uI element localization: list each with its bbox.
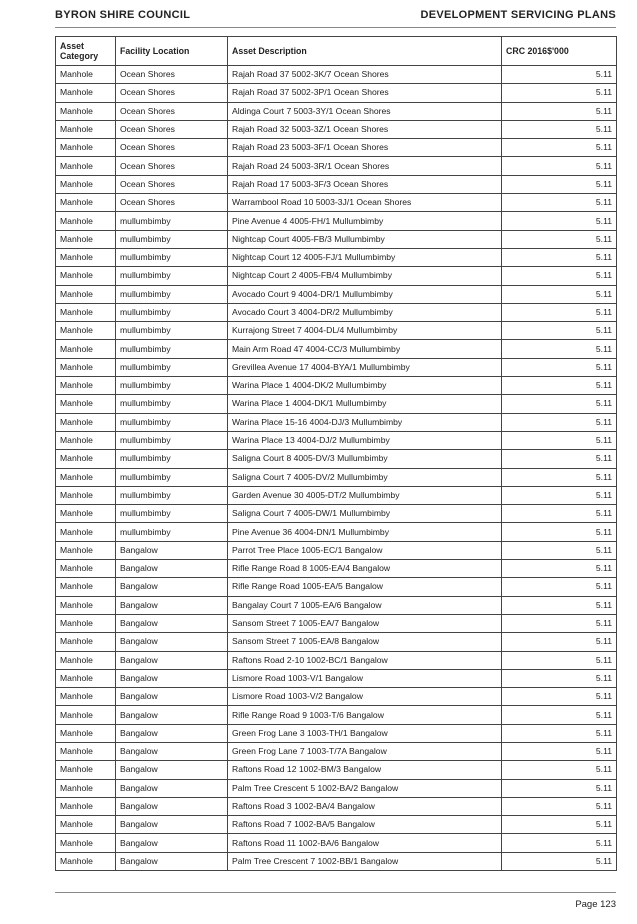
cell-facility-location: mullumbimby — [116, 248, 228, 266]
cell-facility-location: mullumbimby — [116, 413, 228, 431]
cell-asset-description: Raftons Road 12 1002-BM/3 Bangalow — [228, 761, 502, 779]
table-row — [56, 157, 617, 175]
cell-asset-category: Manhole — [56, 212, 116, 230]
cell-asset-description: Kurrajong Street 7 4004-DL/4 Mullumbimby — [228, 322, 502, 340]
cell-facility-location: mullumbimby — [116, 285, 228, 303]
cell-asset-category: Manhole — [56, 230, 116, 248]
footer-divider — [55, 892, 616, 893]
cell-facility-location: Ocean Shores — [116, 194, 228, 212]
table-row — [56, 66, 617, 84]
cell-facility-location: mullumbimby — [116, 230, 228, 248]
cell-crc-value: 5.11 — [502, 779, 617, 797]
table-row — [56, 230, 617, 248]
cell-crc-value: 5.11 — [502, 377, 617, 395]
cell-asset-description: Sansom Street 7 1005-EA/7 Bangalow — [228, 614, 502, 632]
cell-crc-value: 5.11 — [502, 742, 617, 760]
cell-asset-category: Manhole — [56, 724, 116, 742]
council-name: BYRON SHIRE COUNCIL — [55, 9, 191, 21]
cell-facility-location: Bangalow — [116, 614, 228, 632]
cell-facility-location: mullumbimby — [116, 486, 228, 504]
table-row — [56, 486, 617, 504]
table-row — [56, 578, 617, 596]
cell-facility-location: mullumbimby — [116, 267, 228, 285]
table-row — [56, 267, 617, 285]
cell-asset-description: Grevillea Avenue 17 4004-BYA/1 Mullumbimby — [228, 358, 502, 376]
cell-asset-category: Manhole — [56, 742, 116, 760]
table-row — [56, 651, 617, 669]
table-body — [56, 66, 617, 871]
table-row — [56, 505, 617, 523]
cell-crc-value: 5.11 — [502, 797, 617, 815]
cell-asset-description: Lismore Road 1003-V/2 Bangalow — [228, 688, 502, 706]
cell-crc-value: 5.11 — [502, 486, 617, 504]
cell-crc-value: 5.11 — [502, 413, 617, 431]
cell-asset-category: Manhole — [56, 816, 116, 834]
cell-asset-description: Palm Tree Crescent 5 1002-BA/2 Bangalow — [228, 779, 502, 797]
cell-facility-location: mullumbimby — [116, 431, 228, 449]
cell-asset-category: Manhole — [56, 486, 116, 504]
cell-asset-category: Manhole — [56, 303, 116, 321]
cell-asset-category: Manhole — [56, 102, 116, 120]
cell-crc-value: 5.11 — [502, 194, 617, 212]
cell-facility-location: Ocean Shores — [116, 175, 228, 193]
table-row — [56, 194, 617, 212]
table-row — [56, 431, 617, 449]
cell-asset-category: Manhole — [56, 340, 116, 358]
cell-facility-location: Bangalow — [116, 578, 228, 596]
cell-asset-description: Nightcap Court 2 4005-FB/4 Mullumbimby — [228, 267, 502, 285]
cell-asset-description: Rajah Road 24 5003-3R/1 Ocean Shores — [228, 157, 502, 175]
table-row — [56, 175, 617, 193]
table-row — [56, 560, 617, 578]
cell-asset-category: Manhole — [56, 523, 116, 541]
table-row — [56, 816, 617, 834]
cell-asset-description: Raftons Road 2-10 1002-BC/1 Bangalow — [228, 651, 502, 669]
cell-facility-location: mullumbimby — [116, 358, 228, 376]
cell-crc-value: 5.11 — [502, 267, 617, 285]
column-header-crc: CRC 2016$'000 — [502, 37, 617, 66]
cell-asset-category: Manhole — [56, 157, 116, 175]
cell-asset-description: Sansom Street 7 1005-EA/8 Bangalow — [228, 633, 502, 651]
cell-crc-value: 5.11 — [502, 706, 617, 724]
table-row — [56, 779, 617, 797]
table-row — [56, 413, 617, 431]
cell-crc-value: 5.11 — [502, 230, 617, 248]
cell-asset-category: Manhole — [56, 633, 116, 651]
cell-asset-description: Warina Place 13 4004-DJ/2 Mullumbimby — [228, 431, 502, 449]
table-row — [56, 377, 617, 395]
table-row — [56, 322, 617, 340]
table-row — [56, 834, 617, 852]
header-divider — [55, 27, 616, 28]
cell-facility-location: Bangalow — [116, 834, 228, 852]
table-row — [56, 541, 617, 559]
cell-facility-location: Bangalow — [116, 688, 228, 706]
cell-asset-category: Manhole — [56, 450, 116, 468]
cell-facility-location: Bangalow — [116, 596, 228, 614]
table-row — [56, 358, 617, 376]
table-row — [56, 724, 617, 742]
cell-facility-location: Ocean Shores — [116, 102, 228, 120]
cell-asset-description: Rifle Range Road 8 1005-EA/4 Bangalow — [228, 560, 502, 578]
cell-crc-value: 5.11 — [502, 66, 617, 84]
table-row — [56, 669, 617, 687]
cell-crc-value: 5.11 — [502, 340, 617, 358]
cell-asset-category: Manhole — [56, 706, 116, 724]
cell-asset-description: Green Frog Lane 7 1003-T/7A Bangalow — [228, 742, 502, 760]
cell-facility-location: mullumbimby — [116, 395, 228, 413]
cell-asset-category: Manhole — [56, 651, 116, 669]
cell-crc-value: 5.11 — [502, 84, 617, 102]
cell-facility-location: mullumbimby — [116, 303, 228, 321]
cell-crc-value: 5.11 — [502, 614, 617, 632]
cell-asset-description: Pine Avenue 36 4004-DN/1 Mullumbimby — [228, 523, 502, 541]
cell-crc-value: 5.11 — [502, 505, 617, 523]
cell-facility-location: mullumbimby — [116, 377, 228, 395]
cell-crc-value: 5.11 — [502, 322, 617, 340]
cell-crc-value: 5.11 — [502, 303, 617, 321]
cell-crc-value: 5.11 — [502, 560, 617, 578]
cell-facility-location: mullumbimby — [116, 450, 228, 468]
cell-asset-category: Manhole — [56, 431, 116, 449]
cell-asset-description: Rajah Road 37 5002-3K/7 Ocean Shores — [228, 66, 502, 84]
table-row — [56, 395, 617, 413]
table-row — [56, 523, 617, 541]
cell-asset-description: Warina Place 1 4004-DK/2 Mullumbimby — [228, 377, 502, 395]
cell-asset-description: Avocado Court 3 4004-DR/2 Mullumbimby — [228, 303, 502, 321]
column-header-facility-location: Facility Location — [116, 37, 228, 66]
cell-crc-value: 5.11 — [502, 248, 617, 266]
cell-asset-category: Manhole — [56, 834, 116, 852]
cell-asset-category: Manhole — [56, 596, 116, 614]
cell-crc-value: 5.11 — [502, 724, 617, 742]
cell-asset-category: Manhole — [56, 395, 116, 413]
cell-crc-value: 5.11 — [502, 596, 617, 614]
cell-facility-location: Bangalow — [116, 797, 228, 815]
table-row — [56, 248, 617, 266]
cell-crc-value: 5.11 — [502, 761, 617, 779]
cell-asset-category: Manhole — [56, 578, 116, 596]
cell-crc-value: 5.11 — [502, 102, 617, 120]
cell-asset-category: Manhole — [56, 322, 116, 340]
cell-asset-description: Rajah Road 32 5003-3Z/1 Ocean Shores — [228, 120, 502, 138]
cell-asset-description: Parrot Tree Place 1005-EC/1 Bangalow — [228, 541, 502, 559]
table-row — [56, 742, 617, 760]
cell-asset-category: Manhole — [56, 852, 116, 870]
table-row — [56, 303, 617, 321]
cell-crc-value: 5.11 — [502, 468, 617, 486]
cell-asset-category: Manhole — [56, 560, 116, 578]
cell-asset-category: Manhole — [56, 175, 116, 193]
cell-asset-description: Rajah Road 37 5002-3P/1 Ocean Shores — [228, 84, 502, 102]
table-row — [56, 706, 617, 724]
cell-crc-value: 5.11 — [502, 688, 617, 706]
table-row — [56, 852, 617, 870]
cell-asset-description: Green Frog Lane 3 1003-TH/1 Bangalow — [228, 724, 502, 742]
cell-crc-value: 5.11 — [502, 651, 617, 669]
table-row — [56, 450, 617, 468]
cell-asset-description: Raftons Road 7 1002-BA/5 Bangalow — [228, 816, 502, 834]
table-row — [56, 761, 617, 779]
cell-facility-location: Ocean Shores — [116, 157, 228, 175]
cell-crc-value: 5.11 — [502, 395, 617, 413]
cell-asset-category: Manhole — [56, 468, 116, 486]
cell-facility-location: mullumbimby — [116, 322, 228, 340]
cell-asset-description: Saligna Court 7 4005-DV/2 Mullumbimby — [228, 468, 502, 486]
cell-asset-description: Warrambool Road 10 5003-3J/1 Ocean Shores — [228, 194, 502, 212]
cell-facility-location: Ocean Shores — [116, 66, 228, 84]
cell-crc-value: 5.11 — [502, 175, 617, 193]
cell-facility-location: Bangalow — [116, 816, 228, 834]
cell-asset-category: Manhole — [56, 614, 116, 632]
cell-asset-description: Main Arm Road 47 4004-CC/3 Mullumbimby — [228, 340, 502, 358]
table-row — [56, 102, 617, 120]
cell-asset-description: Lismore Road 1003-V/1 Bangalow — [228, 669, 502, 687]
cell-facility-location: Bangalow — [116, 779, 228, 797]
cell-crc-value: 5.11 — [502, 212, 617, 230]
cell-facility-location: Bangalow — [116, 633, 228, 651]
table-row — [56, 120, 617, 138]
cell-asset-description: Nightcap Court 4005-FB/3 Mullumbimby — [228, 230, 502, 248]
cell-crc-value: 5.11 — [502, 541, 617, 559]
table-row — [56, 139, 617, 157]
table-row — [56, 596, 617, 614]
cell-facility-location: Bangalow — [116, 852, 228, 870]
cell-asset-description: Raftons Road 11 1002-BA/6 Bangalow — [228, 834, 502, 852]
cell-facility-location: mullumbimby — [116, 505, 228, 523]
cell-crc-value: 5.11 — [502, 431, 617, 449]
cell-asset-category: Manhole — [56, 413, 116, 431]
cell-asset-category: Manhole — [56, 194, 116, 212]
cell-asset-description: Raftons Road 3 1002-BA/4 Bangalow — [228, 797, 502, 815]
cell-crc-value: 5.11 — [502, 523, 617, 541]
cell-facility-location: Bangalow — [116, 724, 228, 742]
cell-facility-location: Bangalow — [116, 560, 228, 578]
table-row — [56, 614, 617, 632]
cell-facility-location: Ocean Shores — [116, 139, 228, 157]
cell-facility-location: Ocean Shores — [116, 84, 228, 102]
table-row — [56, 797, 617, 815]
cell-asset-description: Rifle Range Road 9 1003-T/6 Bangalow — [228, 706, 502, 724]
cell-crc-value: 5.11 — [502, 450, 617, 468]
cell-asset-description: Rajah Road 17 5003-3F/3 Ocean Shores — [228, 175, 502, 193]
cell-facility-location: mullumbimby — [116, 212, 228, 230]
cell-asset-category: Manhole — [56, 84, 116, 102]
table-row — [56, 212, 617, 230]
cell-asset-category: Manhole — [56, 377, 116, 395]
cell-crc-value: 5.11 — [502, 578, 617, 596]
cell-asset-description: Warina Place 15-16 4004-DJ/3 Mullumbimby — [228, 413, 502, 431]
cell-facility-location: Bangalow — [116, 669, 228, 687]
table-row — [56, 285, 617, 303]
cell-asset-category: Manhole — [56, 761, 116, 779]
document-title: DEVELOPMENT SERVICING PLANS — [420, 9, 616, 21]
cell-asset-category: Manhole — [56, 285, 116, 303]
cell-facility-location: mullumbimby — [116, 340, 228, 358]
cell-facility-location: Ocean Shores — [116, 120, 228, 138]
column-header-asset-category: Asset Category — [56, 37, 116, 66]
cell-asset-description: Aldinga Court 7 5003-3Y/1 Ocean Shores — [228, 102, 502, 120]
cell-crc-value: 5.11 — [502, 834, 617, 852]
cell-facility-location: Bangalow — [116, 541, 228, 559]
cell-asset-category: Manhole — [56, 120, 116, 138]
cell-asset-description: Garden Avenue 30 4005-DT/2 Mullumbimby — [228, 486, 502, 504]
cell-asset-description: Pine Avenue 4 4005-FH/1 Mullumbimby — [228, 212, 502, 230]
cell-asset-description: Palm Tree Crescent 7 1002-BB/1 Bangalow — [228, 852, 502, 870]
page-number: Page 123 — [575, 899, 616, 910]
cell-facility-location: Bangalow — [116, 742, 228, 760]
cell-asset-description: Warina Place 1 4004-DK/1 Mullumbimby — [228, 395, 502, 413]
cell-facility-location: Bangalow — [116, 761, 228, 779]
cell-asset-description: Nightcap Court 12 4005-FJ/1 Mullumbimby — [228, 248, 502, 266]
cell-crc-value: 5.11 — [502, 157, 617, 175]
cell-asset-category: Manhole — [56, 797, 116, 815]
cell-asset-description: Rifle Range Road 1005-EA/5 Bangalow — [228, 578, 502, 596]
cell-facility-location: mullumbimby — [116, 523, 228, 541]
cell-asset-category: Manhole — [56, 66, 116, 84]
cell-crc-value: 5.11 — [502, 285, 617, 303]
table-row — [56, 340, 617, 358]
table-row — [56, 84, 617, 102]
cell-facility-location: Bangalow — [116, 651, 228, 669]
table-row — [56, 688, 617, 706]
cell-asset-category: Manhole — [56, 541, 116, 559]
cell-asset-category: Manhole — [56, 505, 116, 523]
cell-crc-value: 5.11 — [502, 358, 617, 376]
cell-asset-category: Manhole — [56, 267, 116, 285]
cell-asset-category: Manhole — [56, 139, 116, 157]
cell-asset-category: Manhole — [56, 248, 116, 266]
cell-crc-value: 5.11 — [502, 669, 617, 687]
cell-facility-location: Bangalow — [116, 706, 228, 724]
cell-asset-category: Manhole — [56, 358, 116, 376]
cell-asset-description: Saligna Court 7 4005-DW/1 Mullumbimby — [228, 505, 502, 523]
cell-asset-category: Manhole — [56, 688, 116, 706]
cell-asset-category: Manhole — [56, 669, 116, 687]
cell-asset-description: Bangalay Court 7 1005-EA/6 Bangalow — [228, 596, 502, 614]
cell-facility-location: mullumbimby — [116, 468, 228, 486]
cell-crc-value: 5.11 — [502, 852, 617, 870]
cell-asset-category: Manhole — [56, 779, 116, 797]
cell-asset-description: Avocado Court 9 4004-DR/1 Mullumbimby — [228, 285, 502, 303]
cell-crc-value: 5.11 — [502, 633, 617, 651]
table-row — [56, 633, 617, 651]
cell-crc-value: 5.11 — [502, 139, 617, 157]
table-header-row — [56, 37, 617, 66]
cell-asset-description: Rajah Road 23 5003-3F/1 Ocean Shores — [228, 139, 502, 157]
cell-crc-value: 5.11 — [502, 120, 617, 138]
column-header-asset-description: Asset Description — [228, 37, 502, 66]
asset-table — [55, 36, 617, 871]
cell-crc-value: 5.11 — [502, 816, 617, 834]
table-row — [56, 468, 617, 486]
cell-asset-description: Saligna Court 8 4005-DV/3 Mullumbimby — [228, 450, 502, 468]
